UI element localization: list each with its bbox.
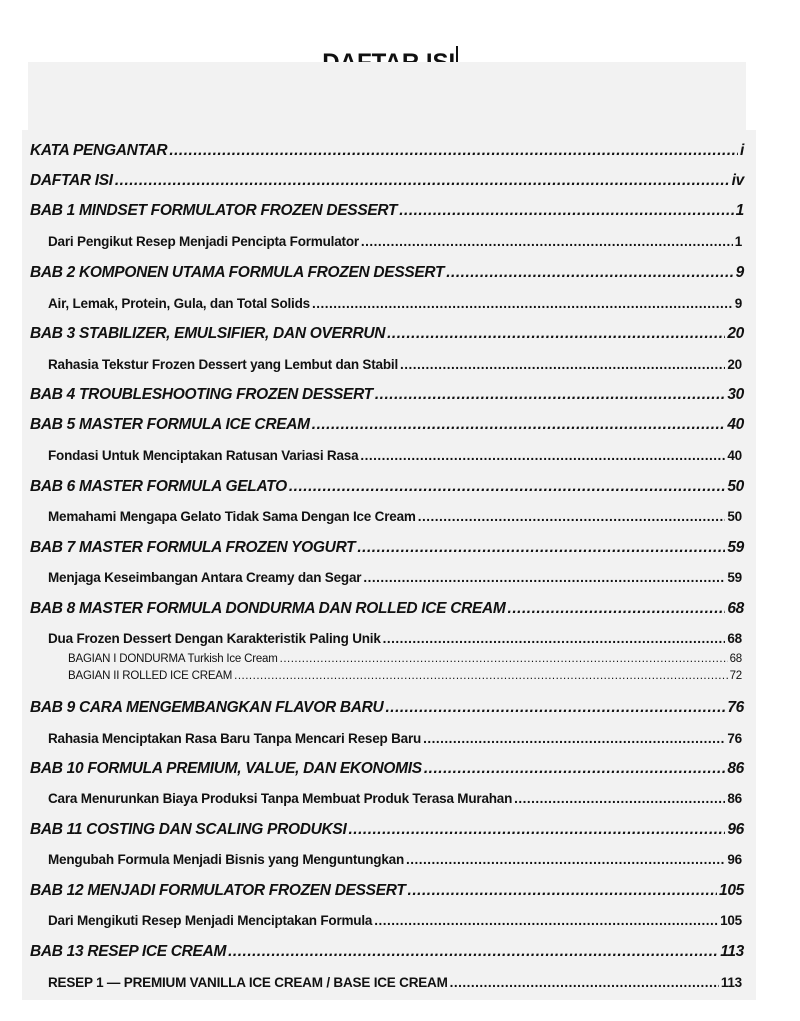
toc-entry-page: 40	[727, 448, 742, 463]
dot-leader	[312, 296, 733, 311]
toc-entry-page: 113	[720, 943, 744, 960]
dot-leader	[348, 821, 725, 839]
toc-entry-title: Fondasi Untuk Menciptakan Ratusan Variasi Rasa	[48, 448, 359, 463]
toc-entry-section[interactable]	[48, 570, 742, 585]
dot-leader	[450, 975, 719, 990]
toc-entry-page: 105	[720, 913, 742, 928]
toc-entry-chapter[interactable]	[30, 821, 744, 839]
toc-entry-chapter[interactable]	[30, 386, 744, 404]
toc-entry-page: 96	[727, 852, 742, 867]
dot-leader	[289, 478, 726, 496]
dot-leader	[508, 600, 726, 618]
dot-leader	[408, 882, 718, 900]
toc-entry-chapter[interactable]	[30, 416, 744, 434]
dot-leader	[375, 386, 725, 404]
toc-entry-title: BAB 12 MENJADI FORMULATOR FROZEN DESSERT	[30, 882, 406, 899]
dot-leader	[446, 264, 733, 282]
dot-leader	[399, 202, 733, 220]
toc-entry-subsection[interactable]	[68, 670, 742, 682]
toc-entry-title: Menjaga Keseimbangan Antara Creamy dan Segar	[48, 570, 362, 585]
toc-entry-page: 59	[727, 539, 744, 556]
toc-entry-chapter[interactable]	[30, 325, 744, 343]
dot-leader	[312, 416, 726, 434]
toc-entry-section[interactable]	[48, 852, 742, 867]
toc-entry-title: BAGIAN II ROLLED ICE CREAM	[68, 670, 233, 682]
toc-entry-chapter[interactable]	[30, 264, 744, 282]
toc-entry-page: 50	[727, 509, 742, 524]
toc-entry-page: 1	[734, 234, 742, 249]
dot-leader	[383, 631, 726, 646]
toc-entry-title: BAB 2 KOMPONEN UTAMA FORMULA FROZEN DESSERT	[30, 264, 445, 281]
toc-entry-title: BAB 9 CARA MENGEMBANGKAN FLAVOR BARU	[30, 699, 384, 716]
toc-entry-section[interactable]	[48, 234, 742, 249]
toc-entry-section[interactable]	[48, 913, 742, 928]
dot-leader	[400, 357, 725, 372]
toc-entry-title: Air, Lemak, Protein, Gula, dan Total Solids	[48, 296, 310, 311]
dot-leader	[280, 653, 728, 665]
toc-entry-chapter[interactable]	[30, 943, 744, 961]
toc-entry-page: 86	[727, 760, 744, 777]
toc-entry-page: iv	[731, 172, 744, 189]
toc-entry-page: 20	[727, 325, 744, 342]
toc-entry-page: 86	[727, 791, 742, 806]
toc-entry-title: BAB 11 COSTING DAN SCALING PRODUKSI	[30, 821, 347, 838]
toc-entry-page: 76	[727, 699, 744, 716]
toc-entry-title: Rahasia Menciptakan Rasa Baru Tanpa Mencari Resep Baru	[48, 731, 422, 746]
toc-entry-title: Dua Frozen Dessert Dengan Karakteristik Paling Unik	[48, 631, 381, 646]
toc-entry-section[interactable]	[48, 509, 742, 524]
toc-entry-title: DAFTAR ISI	[30, 172, 113, 189]
toc-entry-title: BAB 1 MINDSET FORMULATOR FROZEN DESSERT	[30, 202, 398, 219]
dot-leader	[387, 325, 725, 343]
dot-leader	[115, 172, 730, 190]
toc-entry-chapter[interactable]	[30, 202, 744, 220]
dot-leader	[228, 943, 718, 961]
dot-leader	[360, 448, 725, 463]
toc-entry-page: 72	[729, 670, 742, 682]
toc-entry-page: 9	[734, 296, 742, 311]
dot-leader	[361, 234, 733, 249]
toc-entry-page: 76	[727, 731, 742, 746]
toc-entry-chapter[interactable]	[30, 172, 744, 190]
toc-entry-page: 113	[720, 975, 742, 990]
toc-entry-chapter[interactable]	[30, 600, 744, 618]
table-of-contents	[22, 130, 756, 1000]
toc-entry-page: 1	[735, 202, 744, 219]
toc-entry-section[interactable]	[48, 357, 742, 372]
toc-entry-section[interactable]	[48, 791, 742, 806]
toc-entry-page: 68	[727, 600, 744, 617]
dot-leader	[514, 791, 725, 806]
toc-entry-title: BAB 8 MASTER FORMULA DONDURMA DAN ROLLED ICE CREAM	[30, 600, 506, 617]
toc-entry-subsection[interactable]	[68, 653, 742, 665]
toc-entry-title: BAB 10 FORMULA PREMIUM, VALUE, DAN EKONOMIS	[30, 760, 422, 777]
toc-entry-page: 68	[729, 653, 742, 665]
toc-entry-chapter[interactable]	[30, 142, 744, 160]
toc-entry-title: KATA PENGANTAR	[30, 142, 168, 159]
header-band	[28, 62, 746, 130]
dot-leader	[363, 570, 725, 585]
toc-entry-page: 50	[727, 478, 744, 495]
dot-leader	[234, 670, 727, 682]
dot-leader	[424, 760, 726, 778]
dot-leader	[406, 852, 725, 867]
dot-leader	[357, 539, 725, 557]
dot-leader	[374, 913, 718, 928]
toc-entry-section[interactable]	[48, 296, 742, 311]
toc-entry-title: BAB 13 RESEP ICE CREAM	[30, 943, 227, 960]
toc-entry-section[interactable]	[48, 731, 742, 746]
toc-entry-section[interactable]	[48, 448, 742, 463]
toc-entry-title: BAB 5 MASTER FORMULA ICE CREAM	[30, 416, 310, 433]
toc-entry-title: BAB 4 TROUBLESHOOTING FROZEN DESSERT	[30, 386, 373, 403]
toc-entry-chapter[interactable]	[30, 882, 744, 900]
toc-entry-page: 105	[719, 882, 744, 899]
dot-leader	[385, 699, 725, 717]
toc-entry-page: 68	[727, 631, 742, 646]
toc-entry-section[interactable]	[48, 975, 742, 990]
toc-entry-chapter[interactable]	[30, 478, 744, 496]
toc-entry-title: Dari Mengikuti Resep Menjadi Menciptakan Formula	[48, 913, 373, 928]
dot-leader	[169, 142, 738, 160]
toc-entry-page: 40	[727, 416, 744, 433]
toc-entry-page: 9	[735, 264, 744, 281]
toc-entry-title: BAB 3 STABILIZER, EMULSIFIER, DAN OVERRUN	[30, 325, 386, 342]
toc-entry-chapter[interactable]	[30, 539, 744, 557]
toc-entry-title: Memahami Mengapa Gelato Tidak Sama Dengan Ice Cream	[48, 509, 416, 524]
toc-entry-page: 96	[727, 821, 744, 838]
toc-entry-page: 59	[727, 570, 742, 585]
toc-entry-title: Dari Pengikut Resep Menjadi Pencipta Formulator	[48, 234, 359, 249]
toc-entry-chapter[interactable]	[30, 760, 744, 778]
toc-entry-title: Mengubah Formula Menjadi Bisnis yang Menguntungkan	[48, 852, 405, 867]
toc-entry-page: i	[739, 142, 744, 159]
toc-entry-title: Cara Menurunkan Biaya Produksi Tanpa Membuat Produk Terasa Murahan	[48, 791, 513, 806]
dot-leader	[423, 731, 725, 746]
toc-entry-title: RESEP 1 — PREMIUM VANILLA ICE CREAM / BASE ICE CREAM	[48, 975, 448, 990]
toc-entry-page: 20	[727, 357, 742, 372]
toc-entry-chapter[interactable]	[30, 699, 744, 717]
toc-entry-title: BAB 6 MASTER FORMULA GELATO	[30, 478, 287, 495]
dot-leader	[418, 509, 726, 524]
toc-entry-title: BAGIAN I DONDURMA Turkish Ice Cream	[68, 653, 278, 665]
toc-entry-section[interactable]	[48, 631, 742, 646]
toc-entry-page: 30	[727, 386, 744, 403]
toc-entry-title: Rahasia Tekstur Frozen Dessert yang Lembut dan Stabil	[48, 357, 398, 372]
toc-entry-title: BAB 7 MASTER FORMULA FROZEN YOGURT	[30, 539, 356, 556]
